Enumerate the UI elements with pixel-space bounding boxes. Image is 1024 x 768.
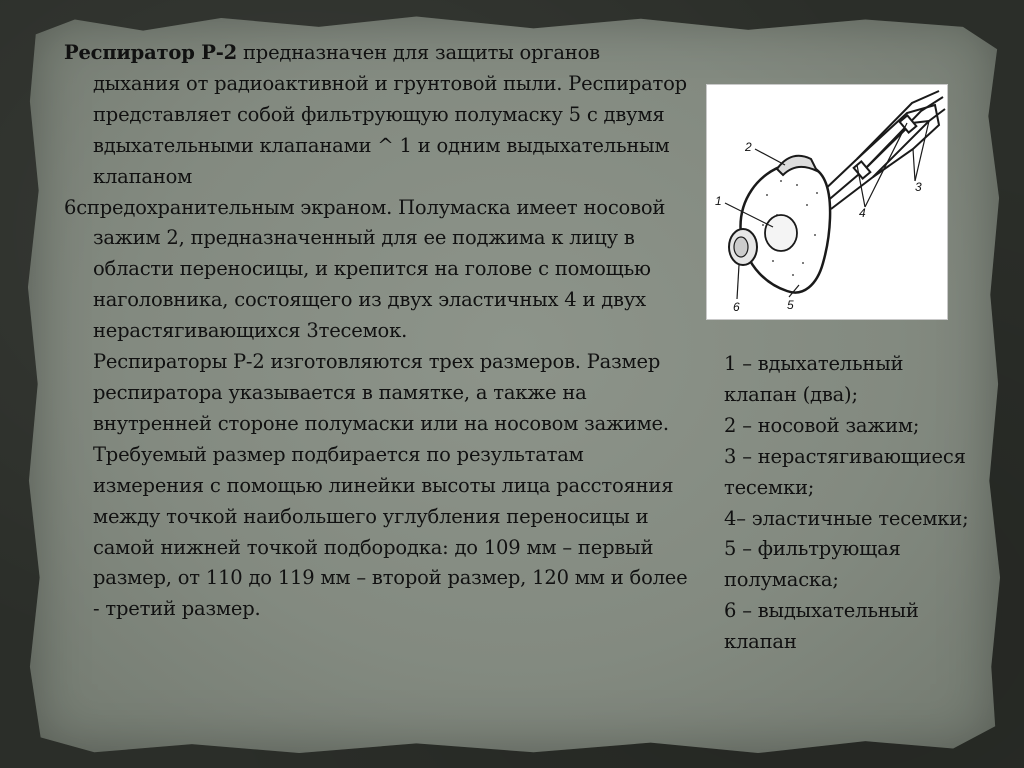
legend-item: 4– эластичные тесемки; <box>724 506 969 530</box>
heading-respirator: Респиратор Р-2 <box>64 41 237 64</box>
legend-item: 5 – фильтрующая полумаска; <box>724 537 901 592</box>
callout-1: 1 <box>715 194 722 208</box>
callout-3: 3 <box>915 180 922 194</box>
figure-legend <box>724 349 974 658</box>
callout-4: 4 <box>859 206 866 220</box>
main-text-block <box>64 38 689 625</box>
legend-item: 6 – выдыхательный клапан <box>724 599 919 654</box>
legend-item: 2 – носовой зажим; <box>724 413 920 437</box>
respirator-illustration <box>706 84 948 320</box>
callout-5: 5 <box>787 298 794 312</box>
second-paragraph-text: 6спредохранительным экраном. Полумаска имеет носовой зажим 2, предназначенный для ее поджима к лицу в области переносицы, и крепится на голове с помощью наголовника, состоящего из двух эластичных 4 и двух нерастягивающихся 3тесемок. <box>64 195 666 343</box>
inhalation-valve <box>765 215 797 251</box>
legend-item: 3 – нерастягивающиеся тесемки; <box>724 444 966 499</box>
intro-paragraph <box>64 38 689 193</box>
sizes-paragraph: Респираторы Р-2 изготовляются трех размеров. Размер респиратора указывается в памятке, а также на внутренней стороне полумаски или на носовом зажиме. Требуемый размер подбирается по результатам измерения с помощью линейки высоты лица расстояния между точкой наибольшего углубления переносицы и самой нижней точкой подбородка: до 109 мм – первый размер, от 110 до 119 мм – второй размер, 120 мм и более - третий размер. <box>93 350 688 621</box>
callout-2: 2 <box>745 140 752 154</box>
intro-text: предназначен для защиты органов дыхания от радиоактивной и грунтовой пыли. Респиратор представляет собой фильтрующую полумаску 5 с двумя вдыхательными клапанами ^ 1 и одним выдыхательным клапаном <box>93 41 687 188</box>
respirator-drawing <box>707 85 947 319</box>
callout-6: 6 <box>733 300 740 314</box>
second-paragraph <box>64 193 689 626</box>
legend-item: 1 – вдыхательный клапан (два); <box>724 352 904 406</box>
